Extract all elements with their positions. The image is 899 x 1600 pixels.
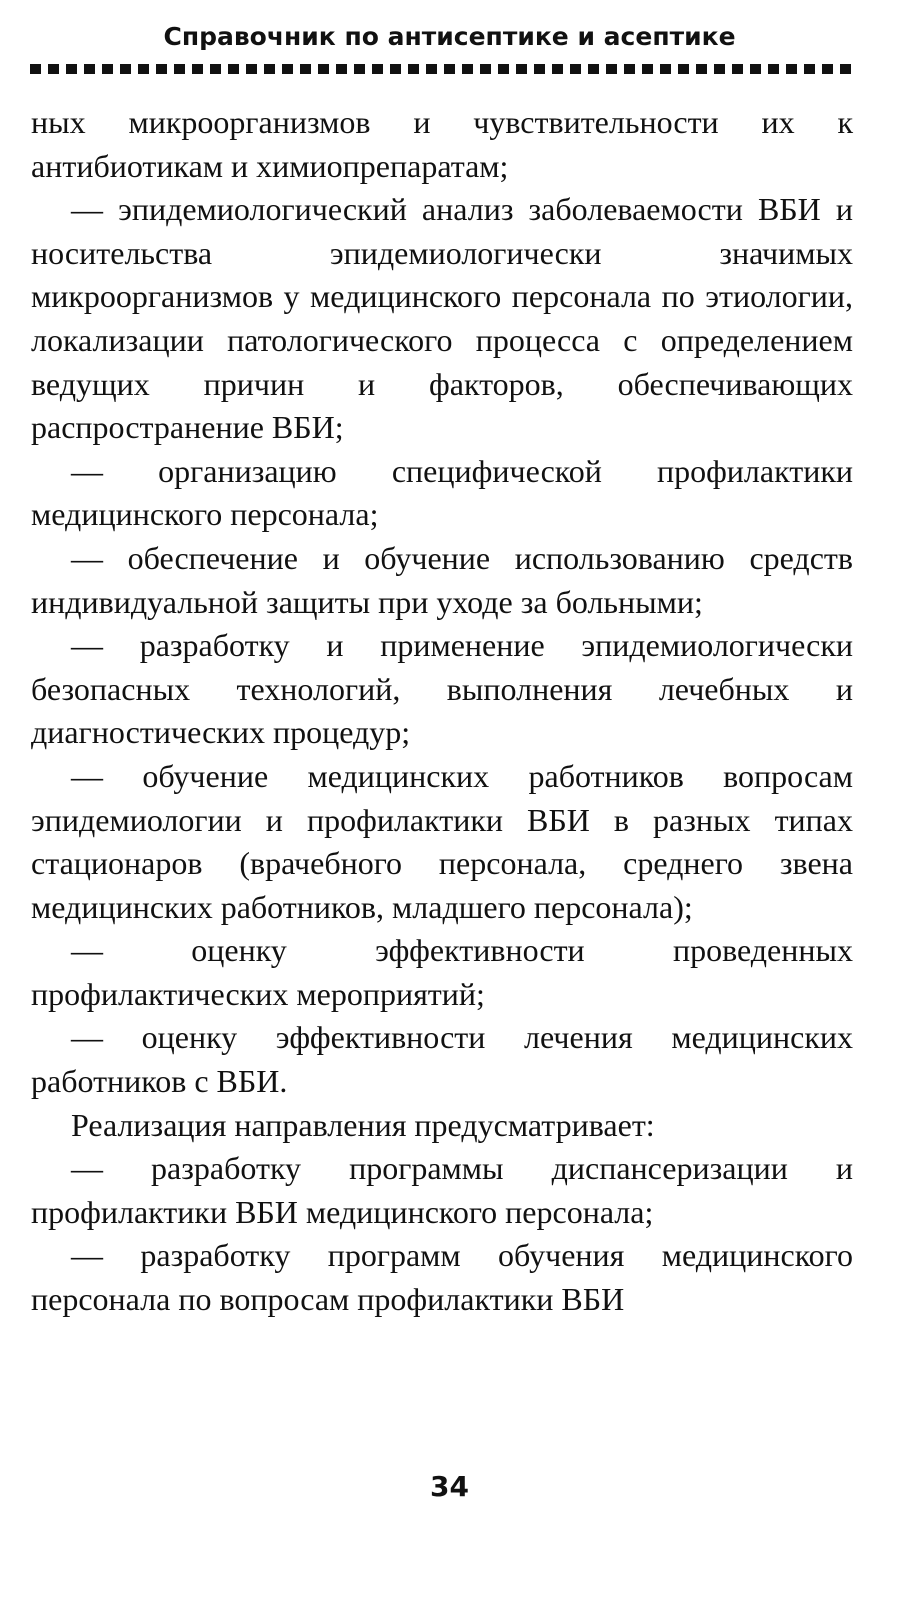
running-header: Справочник по антисептике и асептике	[163, 22, 736, 51]
paragraph: — оценку эффективности проведенных профилактических мероприятий;	[31, 932, 853, 1012]
paragraph: — оценку эффективности лечения медицинских работников с ВБИ.	[31, 1019, 853, 1100]
paragraph: — разработку программы диспансеризации и профилактики ВБИ медицинского персонала;	[31, 1150, 853, 1230]
paragraph: — организацию специфической профилактики медицинского персонала;	[31, 452, 853, 533]
page-number: 34	[430, 1470, 469, 1503]
page-body	[31, 101, 853, 1322]
paragraph: Реализация направления предусматривает:	[71, 1106, 655, 1143]
paragraph: — обучение медицинских работников вопросам эпидемиологии и профилактики ВБИ в разных типах стационаров (врачебного персонала, среднего звена медицинских работников, младшего персонала);	[31, 757, 853, 925]
paragraph: — разработку и применение эпидемиологически безопасных технологий, выполнения лечебных и диагностических процедур;	[31, 627, 853, 751]
paragraph: — разработку программ обучения медицинского персонала по вопросам профилактики ВБИ	[31, 1237, 853, 1318]
paragraph: ных микроорганизмов и чувствительности их к антибиотикам и химиопрепаратам;	[31, 104, 853, 184]
header-divider	[30, 64, 858, 74]
paragraph: — обеспечение и обучение использованию средств индивидуальной защиты при уходе за больными;	[31, 539, 853, 620]
paragraph: — эпидемиологический анализ заболеваемости ВБИ и носительства эпидемиологически значимых микроорганизмов у медицинского персонала по этиологии, локализации патологического процесса с определением ведущих причин и факторов, обеспечивающих распространение ВБИ;	[31, 191, 853, 446]
